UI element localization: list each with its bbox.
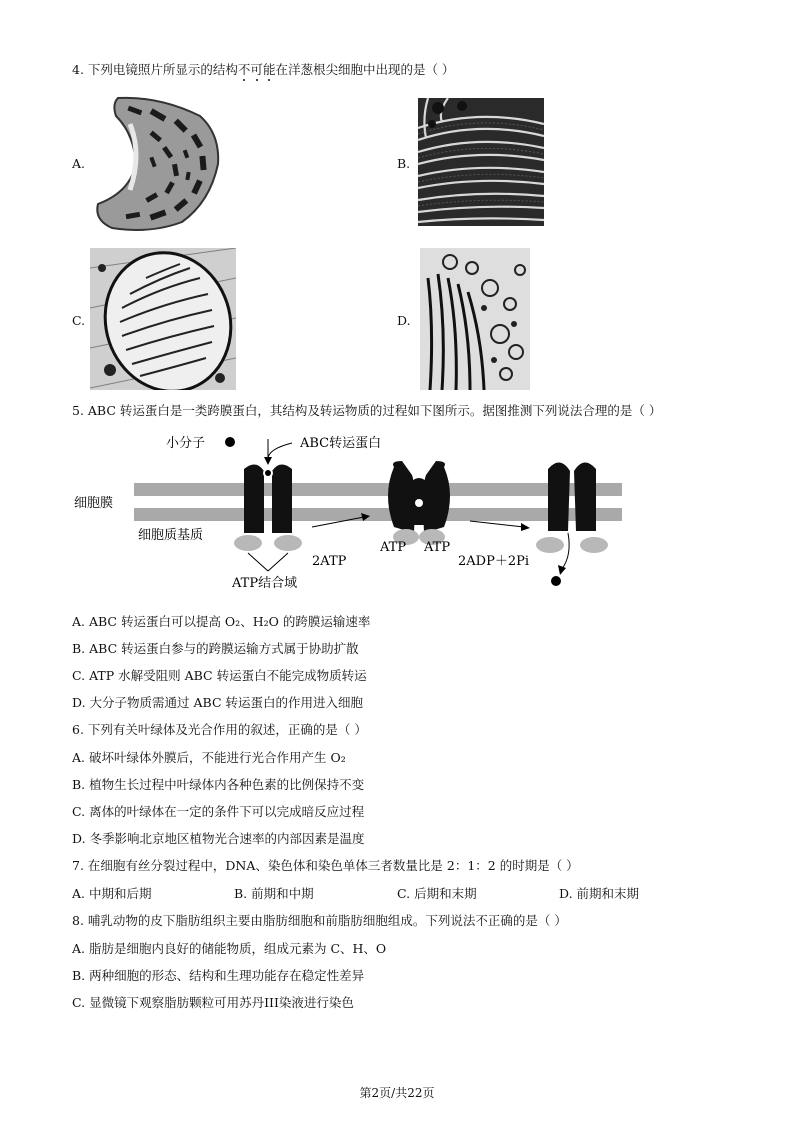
small-molecule-dot <box>225 437 235 447</box>
abc-protein-open <box>244 464 292 533</box>
small-molecule-label: 小分子 <box>166 436 206 451</box>
golgi-micrograph <box>420 248 530 390</box>
q6-option-c: C. 离体的叶绿体在一定的条件下可以完成暗反应过程 <box>72 804 365 819</box>
q8-option-c: C. 显微镜下观察脂肪颗粒可用苏丹III染液进行染色 <box>72 995 354 1010</box>
q4-emphasis-char-0: 不 <box>237 62 251 77</box>
q7-option-a: A. 中期和后期 <box>72 886 152 901</box>
page-number-footer: 第2页/共22页 <box>359 1086 435 1100</box>
q4-option-d-label: D. <box>397 313 411 328</box>
q7-option-c: C. 后期和末期 <box>397 886 477 901</box>
q4-option-c-label: C. <box>72 313 86 328</box>
q4-option-a-label: A. <box>72 156 86 171</box>
q4-emphasis-char-2: 能 <box>262 62 276 77</box>
released-molecule-dot <box>551 576 561 586</box>
endoplasmic-reticulum-micrograph <box>418 98 544 226</box>
q5-option-d: D. 大分子物质需通过 ABC 转运蛋白的作用进入细胞 <box>72 695 363 710</box>
q6-stem: 6. 下列有关叶绿体及光合作用的叙述，正确的是（ ） <box>72 722 367 737</box>
q6-option-b: B. 植物生长过程中叶绿体内各种色素的比例保持不变 <box>72 777 365 792</box>
abc-transporter-diagram <box>72 425 632 595</box>
membrane-label: 细胞膜 <box>74 496 114 511</box>
q7-option-b: B. 前期和中期 <box>234 886 314 901</box>
atp-binding-domain-label: ATP结合域 <box>232 576 298 591</box>
atp-input-label: 2ATP <box>312 554 347 569</box>
q7-option-d: D. 前期和末期 <box>559 886 640 901</box>
q5-stem: 5. ABC 转运蛋白是一类跨膜蛋白，其结构及转运物质的过程如下图所示。据图推测下列说法合理的是（ ） <box>72 403 662 418</box>
chloroplast-micrograph <box>90 94 222 234</box>
atp-right-label: ATP <box>424 540 451 555</box>
q4-option-b-label: B. <box>397 156 411 171</box>
q4-stem-emphasis <box>238 62 276 77</box>
q7-stem: 7. 在细胞有丝分裂过程中，DNA、染色体和染色单体三者数量比是 2：1：2 的时期是（ ） <box>72 858 579 873</box>
mitochondrion-micrograph <box>90 248 236 390</box>
q8-option-a: A. 脂肪是细胞内良好的储能物质，组成元素为 C、H、O <box>72 941 387 956</box>
q6-option-d: D. 冬季影响北京地区植物光合速率的内部因素是温度 <box>72 831 365 846</box>
products-label: 2ADP＋2Pi <box>458 554 530 569</box>
q4-stem <box>72 62 454 78</box>
atp-left-label: ATP <box>380 540 407 555</box>
abc-protein-closed <box>388 461 450 533</box>
abc-protein-label: ABC转运蛋白 <box>300 436 382 451</box>
q8-stem: 8. 哺乳动物的皮下脂肪组织主要由脂肪细胞和前脂肪细胞组成。下列说法不正确的是（ ） <box>72 913 567 928</box>
cytoplasm-matrix-label: 细胞质基质 <box>138 528 204 543</box>
q6-option-a: A. 破坏叶绿体外膜后，不能进行光合作用产生 O₂ <box>72 750 346 765</box>
q5-option-a: A. ABC 转运蛋白可以提高 O₂、H₂O 的跨膜运输速率 <box>72 614 371 629</box>
q5-option-c: C. ATP 水解受阻则 ABC 转运蛋白不能完成物质转运 <box>72 668 367 683</box>
q5-option-b: B. ABC 转运蛋白参与的跨膜运输方式属于协助扩散 <box>72 641 359 656</box>
q8-option-b: B. 两种细胞的形态、结构和生理功能存在稳定性差异 <box>72 968 365 983</box>
q4-emphasis-char-1: 可 <box>250 62 263 77</box>
q4-stem-pre: 4. 下列电镜照片所显示的结构 <box>72 62 238 77</box>
q4-stem-post: 在洋葱根尖细胞中出现的是（ ） <box>275 62 455 77</box>
